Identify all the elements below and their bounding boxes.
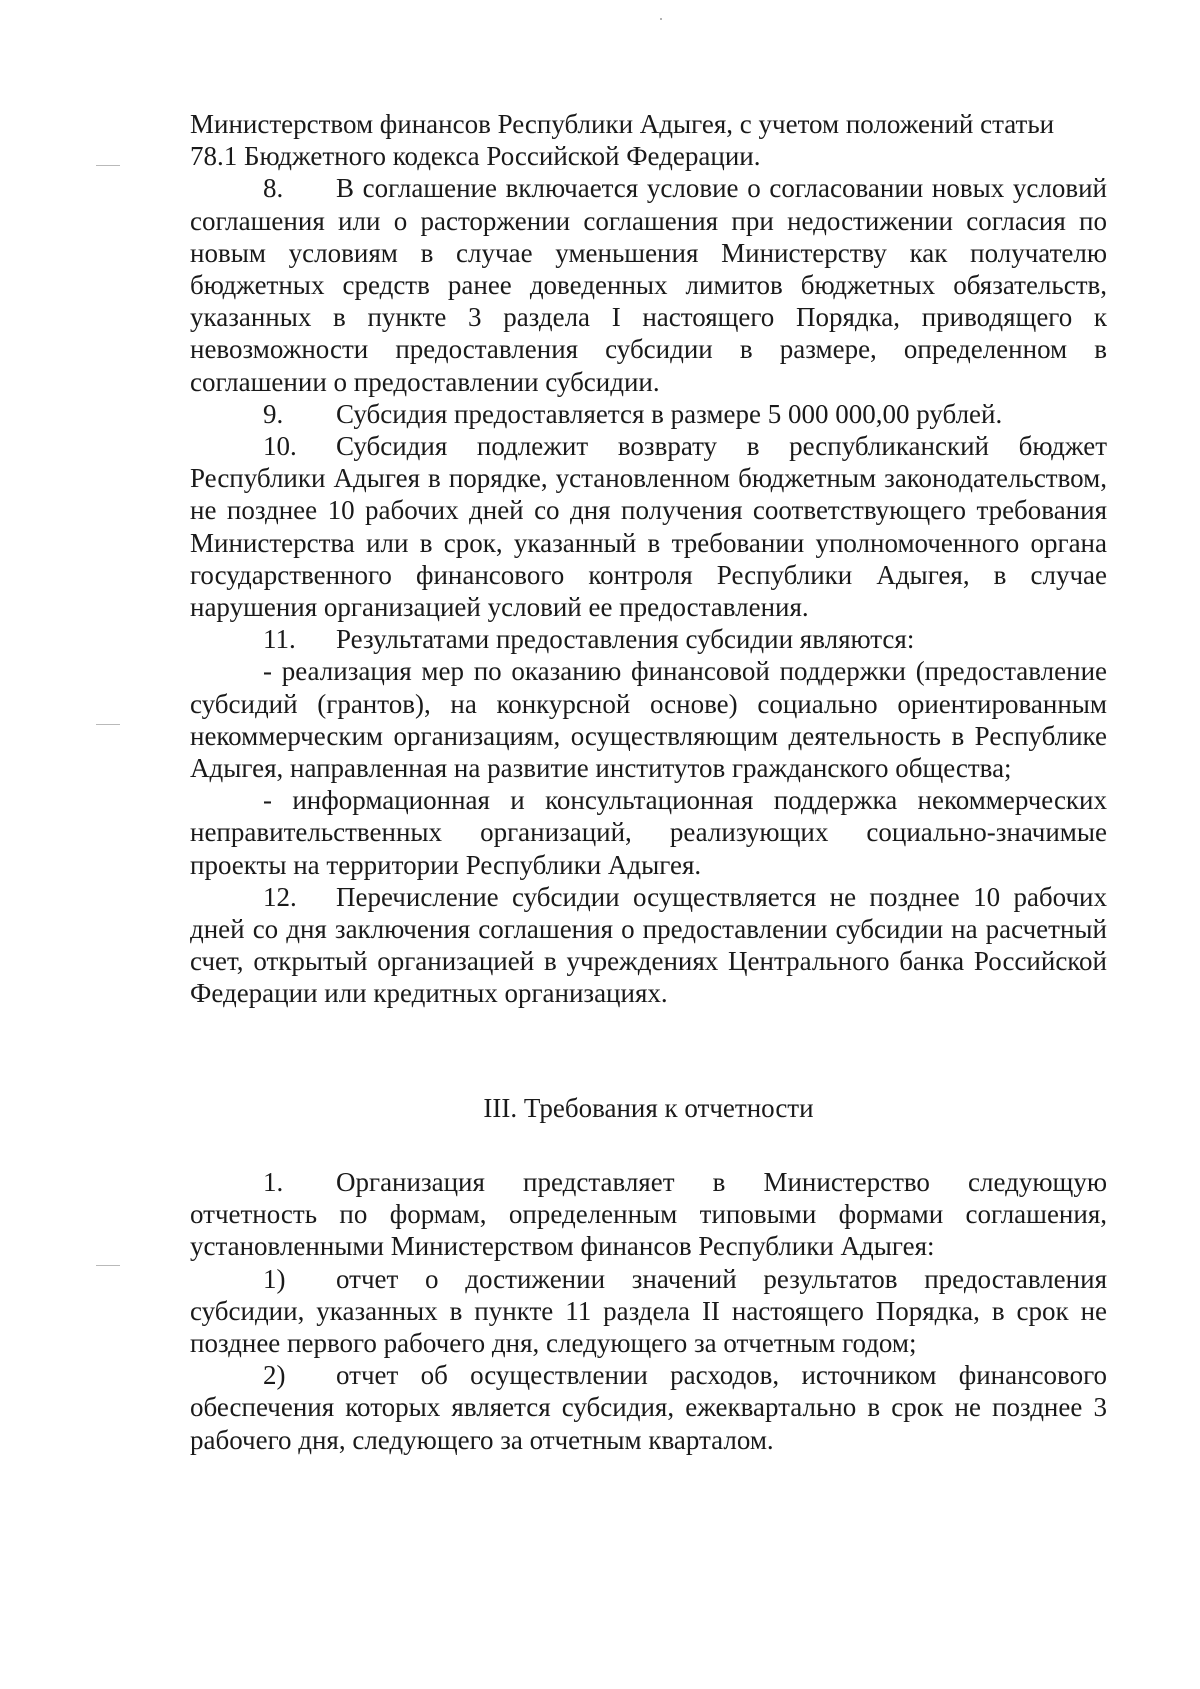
clause-text: Организация представляет в Министерство следующую отчетность по формам, определенным типовыми формами соглашения, установленными Министерством финансов Республики Адыгея: bbox=[190, 1166, 1107, 1262]
clause-number: 1. bbox=[263, 1166, 284, 1197]
section3-clause-1 bbox=[190, 1166, 1107, 1263]
clause-10 bbox=[190, 430, 1107, 623]
intro-line: 78.1 Бюджетного кодекса Российской Федерации. bbox=[190, 141, 761, 172]
clause-number: 9. bbox=[263, 398, 284, 429]
scan-margin-mark bbox=[96, 1265, 120, 1266]
scan-margin-mark bbox=[96, 724, 120, 725]
clause-text: Результатами предоставления субсидии являются: bbox=[336, 624, 915, 655]
clause-9 bbox=[190, 398, 1107, 430]
result-bullet: - реализация мер по оказанию финансовой поддержки (предоставление субсидий (грантов), на конкурсной основе) социально ориентированным некоммерческим организациям, осуществляющим деятельность в Республике Адыгея, направленная на развитие институтов гражданского общества; bbox=[190, 656, 1107, 784]
subitem-number: 2) bbox=[263, 1360, 286, 1391]
subitem-number: 1) bbox=[263, 1263, 286, 1294]
clause-text: В соглашение включается условие о согласовании новых условий соглашения или о расторжении соглашения при недостижении согласия по новым условиям в случае уменьшения Министерству как получателю бюджетных средств ранее доведенных лимитов бюджетных обязательств, указанных в пункте 3 раздела I настоящего Порядка, приводящего к невозможности предоставления субсидии в размере, определенном в соглашении о предоставлении субсидии. bbox=[190, 173, 1107, 397]
section-heading: III. Требования к отчетности bbox=[483, 1092, 814, 1123]
intro-paragraph bbox=[190, 108, 1107, 172]
clause-12 bbox=[190, 881, 1107, 1010]
clause-number: 11. bbox=[263, 624, 296, 655]
intro-line: Министерством финансов Республики Адыгея, с учетом положений статьи bbox=[190, 109, 1055, 139]
section3-subitem-2 bbox=[190, 1359, 1107, 1456]
section3-subitem-1 bbox=[190, 1263, 1107, 1360]
clause-11 bbox=[190, 623, 1107, 655]
subitem-text: отчет о достижении значений результатов предоставления субсидии, указанных в пункте 11 раздела II настоящего Порядка, в срок не позднее первого рабочего дня, следующего за отчетным годом; bbox=[190, 1263, 1107, 1358]
clause-8 bbox=[190, 172, 1107, 397]
clause-number: 12. bbox=[263, 881, 297, 912]
subitem-text: отчет об осуществлении расходов, источником финансового обеспечения которых является субсидия, ежеквартально в срок не позднее 3 рабочего дня, следующего за отчетным кварталом. bbox=[190, 1360, 1107, 1455]
clause-text: Перечисление субсидии осуществляется не позднее 10 рабочих дней со дня заключения соглашения о предоставлении субсидии на расчетный счет, открытый организацией в учреждениях Центрального банка Российской Федерации или кредитных организациях. bbox=[190, 881, 1107, 1009]
clause-number: 8. bbox=[263, 173, 284, 204]
scan-speck bbox=[660, 18, 662, 20]
clause-text: Субсидия подлежит возврату в республиканский бюджет Республики Адыгея в порядке, установленном бюджетным законодательством, не позднее 10 рабочих дней со дня получения соответствующего требования Министерства или в срок, указанный в требовании уполномоченного органа государственного финансового контроля Республики Адыгея, в случае нарушения организацией условий ее предоставления. bbox=[190, 431, 1107, 623]
clause-number: 10. bbox=[263, 431, 297, 462]
document-page bbox=[190, 108, 1107, 1456]
clause-text: Субсидия предоставляется в размере 5 000 000,00 рублей. bbox=[336, 398, 1003, 429]
scan-margin-mark bbox=[96, 165, 120, 166]
result-bullet: - информационная и консультационная поддержка некоммерческих неправительственных организаций, реализующих социально-значимые проекты на территории Республики Адыгея. bbox=[190, 785, 1107, 880]
